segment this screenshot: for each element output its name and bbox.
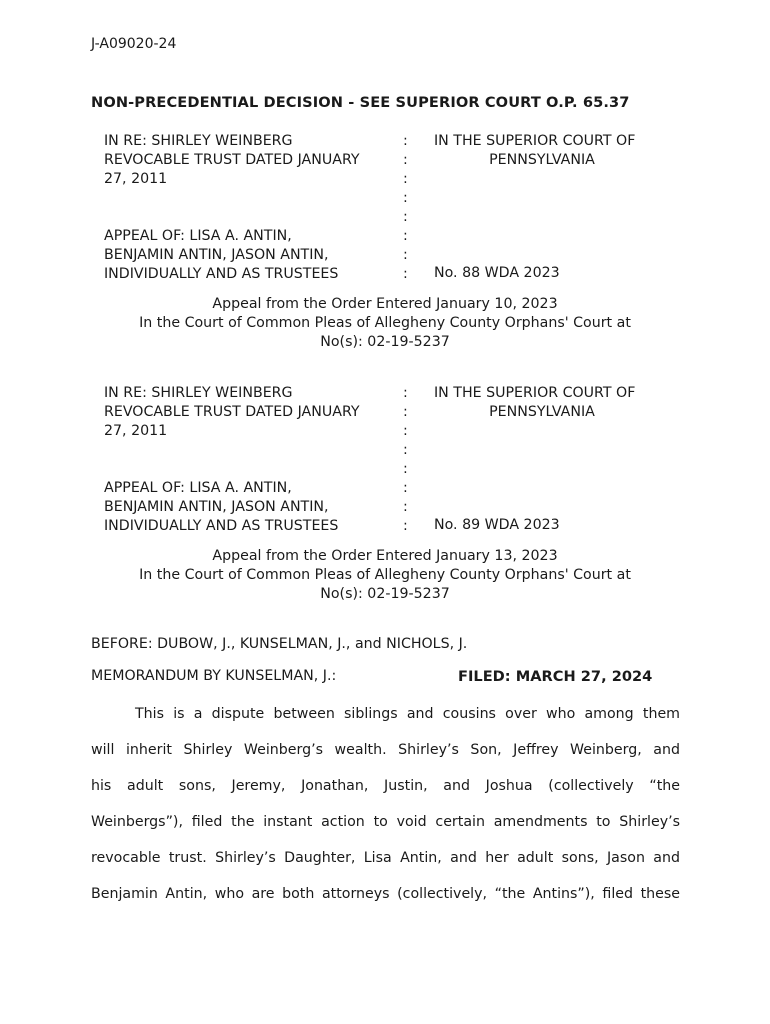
party-line: INDIVIDUALLY AND AS TRUSTEES	[104, 266, 339, 282]
memorandum-author: MEMORANDUM BY KUNSELMAN, J.:	[91, 668, 337, 684]
appeal-line: No(s): 02-19-5237	[320, 334, 450, 350]
party-line: IN RE: SHIRLEY WEINBERG	[104, 133, 293, 149]
panel-judges: BEFORE: DUBOW, J., KUNSELMAN, J., and NICHOLS, J.	[91, 636, 468, 652]
party-line	[104, 189, 404, 208]
appeal-line: In the Court of Common Pleas of Allegheny County Orphans' Court at	[139, 567, 631, 583]
party-line: 27, 2011	[104, 423, 168, 439]
case-parties	[104, 132, 404, 284]
party-line	[104, 460, 404, 479]
party-line: INDIVIDUALLY AND AS TRUSTEES	[104, 518, 339, 534]
colon: :	[403, 171, 408, 187]
court-state-line: PENNSYLVANIA	[489, 152, 595, 168]
docket-number: No. 89 WDA 2023	[434, 517, 560, 533]
colon: :	[403, 228, 408, 244]
court-state-line: PENNSYLVANIA	[489, 404, 595, 420]
body-line: will inherit Shirley Weinberg’s wealth. Shirley’s Son, Jeffrey Weinberg, and	[91, 742, 680, 758]
party-line: IN RE: SHIRLEY WEINBERG	[104, 385, 293, 401]
party-line	[104, 441, 404, 460]
appeal-info-2	[91, 547, 679, 604]
appeal-line: In the Court of Common Pleas of Allegheny County Orphans' Court at	[139, 315, 631, 331]
body-line: his adult sons, Jeremy, Jonathan, Justin, and Joshua (collectively “the	[91, 778, 680, 794]
opinion-body	[91, 704, 680, 920]
party-line: REVOCABLE TRUST DATED JANUARY	[104, 404, 360, 420]
body-line: Benjamin Antin, who are both attorneys (collectively, “the Antins”), filed these	[91, 886, 680, 902]
colon: :	[403, 209, 408, 225]
colon: :	[403, 404, 408, 420]
document-number: J-A09020-24	[91, 36, 177, 52]
party-line: APPEAL OF: LISA A. ANTIN,	[104, 480, 292, 496]
filed-date: FILED: MARCH 27, 2024	[458, 668, 653, 685]
colon: :	[403, 247, 408, 263]
colon: :	[403, 385, 408, 401]
party-line: BENJAMIN ANTIN, JASON ANTIN,	[104, 499, 329, 515]
caption-colon-column	[403, 384, 408, 536]
colon: :	[403, 423, 408, 439]
colon: :	[403, 190, 408, 206]
colon: :	[403, 266, 408, 282]
body-line: revocable trust. Shirley’s Daughter, Lisa Antin, and her adult sons, Jason and	[91, 850, 680, 866]
party-line: 27, 2011	[104, 171, 168, 187]
decision-heading: NON-PRECEDENTIAL DECISION - SEE SUPERIOR COURT O.P. 65.37	[91, 94, 630, 111]
party-line: BENJAMIN ANTIN, JASON ANTIN,	[104, 247, 329, 263]
colon: :	[403, 461, 408, 477]
caption-colon-column	[403, 132, 408, 284]
colon: :	[403, 442, 408, 458]
appeal-line: Appeal from the Order Entered January 13, 2023	[212, 548, 558, 564]
party-line: REVOCABLE TRUST DATED JANUARY	[104, 152, 360, 168]
case-parties	[104, 384, 404, 536]
court-name-line: IN THE SUPERIOR COURT OF	[434, 385, 636, 401]
docket-number: No. 88 WDA 2023	[434, 265, 560, 281]
colon: :	[403, 152, 408, 168]
appeal-line: No(s): 02-19-5237	[320, 586, 450, 602]
appeal-line: Appeal from the Order Entered January 10, 2023	[212, 296, 558, 312]
body-line: This is a dispute between siblings and cousins over who among them	[135, 706, 680, 722]
appeal-info-1	[91, 295, 679, 352]
court-name-line: IN THE SUPERIOR COURT OF	[434, 133, 636, 149]
colon: :	[403, 480, 408, 496]
colon: :	[403, 133, 408, 149]
party-line	[104, 208, 404, 227]
colon: :	[403, 518, 408, 534]
court-name	[434, 132, 659, 170]
court-name	[434, 384, 659, 422]
colon: :	[403, 499, 408, 515]
party-line: APPEAL OF: LISA A. ANTIN,	[104, 228, 292, 244]
body-line: Weinbergs”), filed the instant action to void certain amendments to Shirley’s	[91, 814, 680, 830]
